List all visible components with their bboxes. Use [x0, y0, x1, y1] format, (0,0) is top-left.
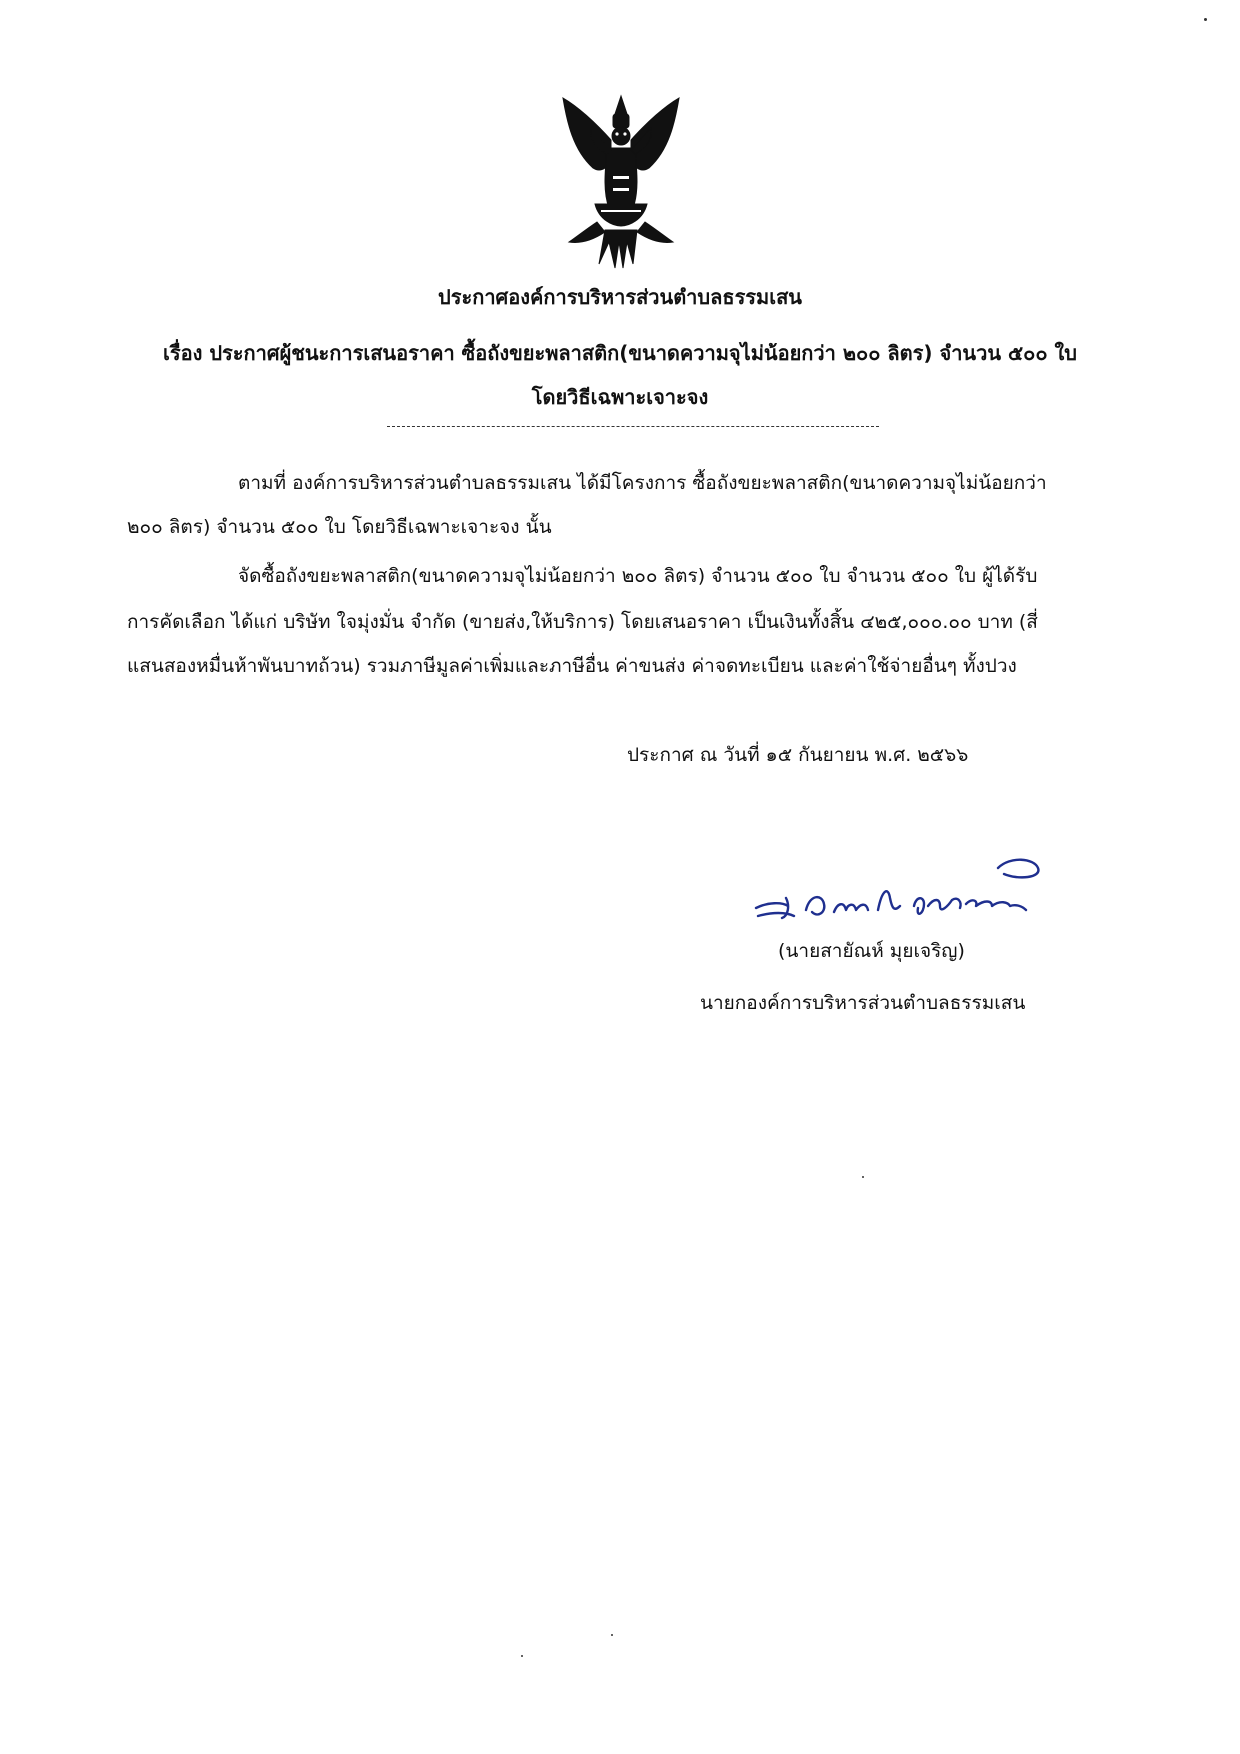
signatory-name: (นายสายัณห์ มุยเจริญ) [778, 940, 965, 962]
body-paragraph-1-line-2: ๒๐๐ ลิตร) จำนวน ๕๐๐ ใบ โดยวิธีเฉพาะเจาะจง นั้น [127, 516, 552, 538]
body-paragraph-2-line-3: แสนสองหมื่นห้าพันบาทถ้วน) รวมภาษีมูลค่าเพิ่มและภาษีอื่น ค่าขนส่ง ค่าจดทะเบียน และค่าใช้จ่ายอื่นๆ ทั้งปวง [127, 655, 1017, 677]
scan-speck [862, 1176, 864, 1178]
scan-speck [611, 1634, 613, 1636]
scan-speck [1204, 18, 1207, 21]
announcement-subject-continued: โดยวิธีเฉพาะเจาะจง [531, 385, 709, 409]
body-paragraph-1-line-1: ตามที่ องค์การบริหารส่วนตำบลธรรมเสน ได้มีโครงการ ซื้อถังขยะพลาสติก(ขนาดความจุไม่น้อยกว่า [238, 472, 1047, 494]
announcement-heading: ประกาศองค์การบริหารส่วนตำบลธรรมเสน [438, 285, 802, 309]
announcement-subject: เรื่อง ประกาศผู้ชนะการเสนอราคา ซื้อถังขยะพลาสติก(ขนาดความจุไม่น้อยกว่า ๒๐๐ ลิตร) จำนวน ๕๐๐ ใบ [163, 341, 1077, 365]
scan-speck [521, 1655, 523, 1657]
signatory-position: นายกองค์การบริหารส่วนตำบลธรรมเสน [700, 992, 1026, 1014]
dashed-divider [387, 426, 879, 427]
garuda-emblem-icon [555, 92, 687, 272]
announcement-date: ประกาศ ณ วันที่ ๑๕ กันยายน พ.ศ. ๒๕๖๖ [627, 744, 969, 766]
body-paragraph-2-line-1: จัดซื้อถังขยะพลาสติก(ขนาดความจุไม่น้อยกว่า ๒๐๐ ลิตร) จำนวน ๕๐๐ ใบ จำนวน ๕๐๐ ใบ ผู้ได้รับ [238, 565, 1038, 587]
body-paragraph-2-line-2: การคัดเลือก ได้แก่ บริษัท ใจมุ่งมั่น จำกัด (ขายส่ง,ให้บริการ) โดยเสนอราคา เป็นเงินทั้งสิ้น ๔๒๕,๐๐๐.๐๐ บาท (สี่ [127, 611, 1038, 633]
handwritten-signature-icon [748, 846, 1048, 926]
